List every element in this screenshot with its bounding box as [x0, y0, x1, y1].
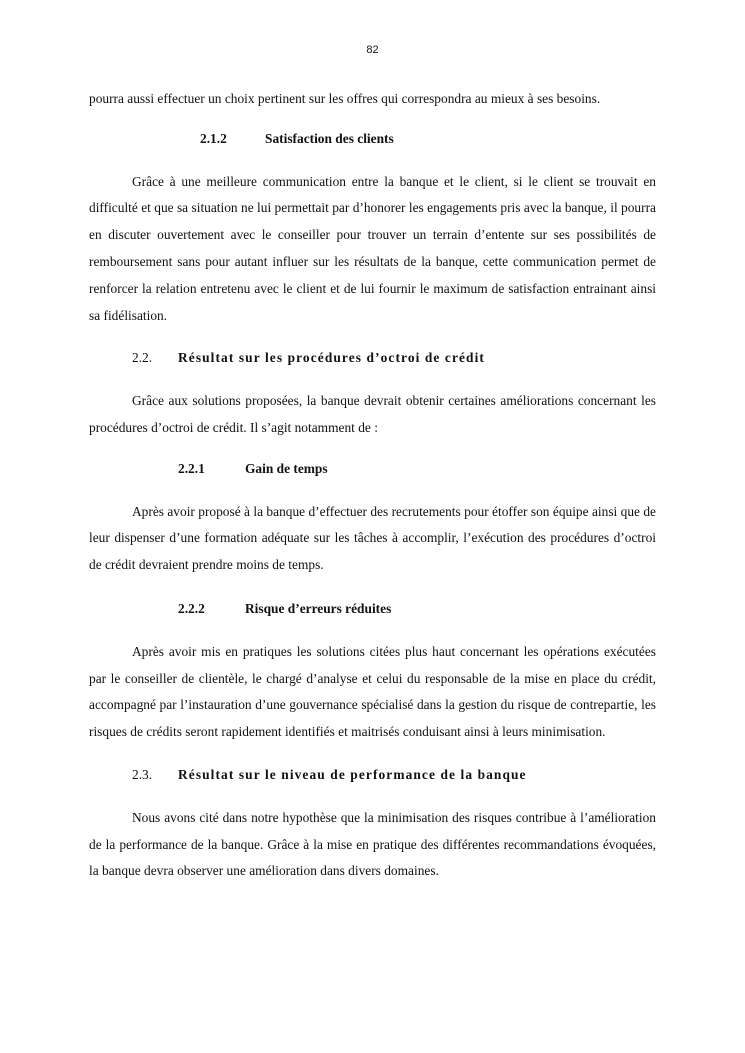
paragraph-risque-erreurs: Après avoir mis en pratiques les solutions citées plus haut concernant les opérations exécutées par le conseiller de clientèle, le chargé d’analyse et celui du responsable de la mise en place du crédit, accompagné par l’instauration d’une gouvernance spécialisé dans la gestion du risque de contrepartie, les risques de crédits seront rapidement identifiés et maitrisés conduisant ainsi à leurs minimisation.: [89, 643, 656, 740]
heading-number: 2.2.2: [178, 600, 205, 616]
heading-2-3: [89, 762, 656, 789]
page-number: 82: [366, 44, 379, 56]
paragraph-gain-de-temps: Après avoir proposé à la banque d’effectuer des recrutements pour étoffer son équipe ainsi que de leur dispenser d’une formation adéquate sur les tâches à accomplir, l’exécution des procédures d’octroi de crédit devraient prendre moins de temps.: [89, 503, 656, 573]
page-body: [89, 86, 656, 885]
heading-title: Risque d’erreurs réduites: [245, 600, 392, 616]
heading-title: Satisfaction des clients: [265, 130, 394, 146]
heading-title: Résultat sur le niveau de performance de la banque: [178, 766, 527, 782]
heading-2-1-2: [89, 126, 656, 153]
heading-title: Gain de temps: [245, 460, 328, 476]
heading-number: 2.3.: [132, 766, 153, 782]
heading-2-2-1: [89, 456, 656, 483]
heading-number: 2.2.: [132, 350, 153, 366]
heading-title: Résultat sur les procédures d’octroi de crédit: [178, 350, 485, 366]
paragraph-procedures: Grâce aux solutions proposées, la banque devrait obtenir certaines améliorations concernant les procédures d’octroi de crédit. Il s’agit notamment de :: [89, 393, 656, 435]
paragraph-besoins: pourra aussi effectuer un choix pertinent sur les offres qui correspondra au mieux à ses besoins.: [89, 91, 601, 106]
heading-2-2: [89, 345, 656, 372]
heading-number: 2.2.1: [178, 460, 205, 476]
paragraph-performance: Nous avons cité dans notre hypothèse que la minimisation des risques contribue à l’amélioration de la performance de la banque. Grâce à la mise en pratique des différentes recommandations évoquées, la banque devra observer une amélioration dans divers domaines.: [89, 809, 656, 879]
heading-number: 2.1.2: [200, 130, 227, 146]
heading-2-2-2: [89, 596, 656, 623]
paragraph-satisfaction: Grâce à une meilleure communication entre la banque et le client, si le client se trouvait en difficulté et que sa situation ne lui permettait par d’honorer les engagements pris avec la banque, il pourra en discuter ouvertement avec le conseiller pour trouver un terrain d’entente sur ses possibilités de remboursement sans pour autant influer sur les résultats de la banque, cette communication permet de renforcer la relation entretenu avec le client et de lui fournir le maximum de satisfaction entrainant ainsi sa fidélisation.: [89, 173, 656, 323]
